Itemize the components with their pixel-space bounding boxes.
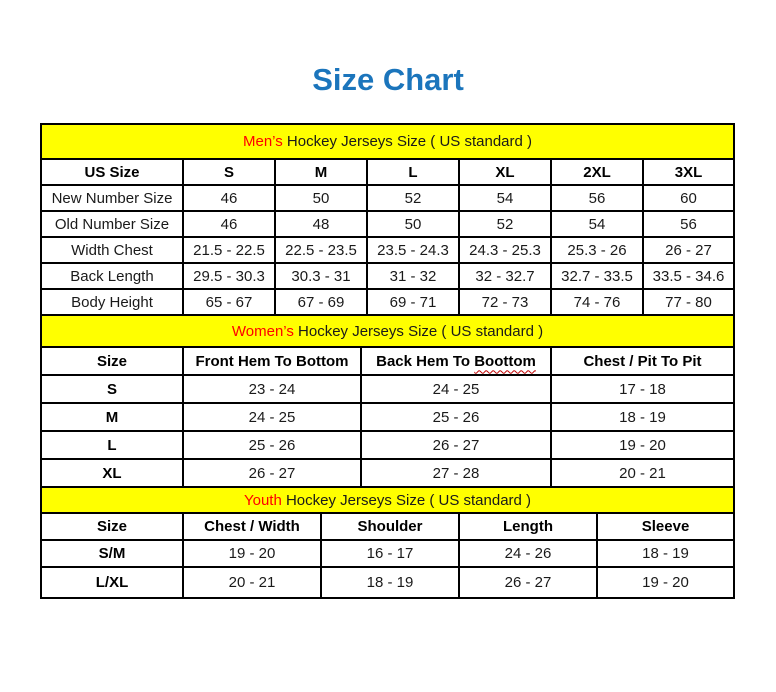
mens-banner-highlight: Men’s <box>243 133 283 150</box>
row-label: Body Height <box>41 289 183 315</box>
table-cell: 29.5 - 30.3 <box>183 263 275 289</box>
mens-col-s: S <box>183 159 275 185</box>
table-cell: 32.7 - 33.5 <box>551 263 643 289</box>
table-cell: 26 - 27 <box>643 237 734 263</box>
mens-row-width-chest <box>41 237 734 263</box>
table-cell: 54 <box>551 211 643 237</box>
table-cell: 56 <box>643 211 734 237</box>
womens-col-back-hem <box>361 347 551 375</box>
row-label: Old Number Size <box>41 211 183 237</box>
mens-section-banner <box>41 124 734 159</box>
mens-col-l: L <box>367 159 459 185</box>
table-cell: 19 - 20 <box>597 567 734 598</box>
table-cell: 26 - 27 <box>361 431 551 459</box>
table-cell: 20 - 21 <box>551 459 734 487</box>
back-hem-label: Back Hem To <box>376 352 471 370</box>
youth-banner-highlight: Youth <box>243 491 282 509</box>
mens-col-us-size: US Size <box>41 159 183 185</box>
table-cell: 26 - 27 <box>459 567 597 598</box>
table-cell: 33.5 - 34.6 <box>643 263 734 289</box>
table-cell: 54 <box>459 185 551 211</box>
table-cell: 74 - 76 <box>551 289 643 315</box>
table-cell: 21.5 - 22.5 <box>183 237 275 263</box>
table-cell: 25 - 26 <box>361 403 551 431</box>
table-cell: 16 - 17 <box>321 540 459 567</box>
womens-section-banner <box>41 315 734 347</box>
table-cell: 77 - 80 <box>643 289 734 315</box>
mens-col-xl: XL <box>459 159 551 185</box>
youth-header-row <box>41 513 734 540</box>
table-cell: 52 <box>367 185 459 211</box>
table-cell: 67 - 69 <box>275 289 367 315</box>
table-cell: 72 - 73 <box>459 289 551 315</box>
table-cell: 18 - 19 <box>551 403 734 431</box>
page-title: Size Chart <box>312 62 464 97</box>
table-cell: 26 - 27 <box>183 459 361 487</box>
table-cell: 25 - 26 <box>183 431 361 459</box>
table-cell: 52 <box>459 211 551 237</box>
womens-banner-row <box>41 315 734 347</box>
table-cell: 46 <box>183 185 275 211</box>
womens-size-table <box>40 314 735 488</box>
mens-col-m: M <box>275 159 367 185</box>
youth-banner-row <box>41 487 734 513</box>
table-cell: 17 - 18 <box>551 375 734 403</box>
womens-row-m <box>41 403 734 431</box>
table-cell: 23 - 24 <box>183 375 361 403</box>
youth-col-length: Length <box>459 513 597 540</box>
back-hem-misspelled-word: Boottom <box>474 352 536 370</box>
table-cell: 24 - 26 <box>459 540 597 567</box>
table-cell: 50 <box>367 211 459 237</box>
row-label: M <box>41 403 183 431</box>
table-cell: 69 - 71 <box>367 289 459 315</box>
mens-col-2xl: 2XL <box>551 159 643 185</box>
womens-row-xl <box>41 459 734 487</box>
row-label: S/M <box>41 540 183 567</box>
mens-col-3xl: 3XL <box>643 159 734 185</box>
table-cell: 50 <box>275 185 367 211</box>
table-cell: 32 - 32.7 <box>459 263 551 289</box>
youth-section-banner <box>41 487 734 513</box>
row-label: XL <box>41 459 183 487</box>
table-cell: 60 <box>643 185 734 211</box>
womens-col-front-hem: Front Hem To Bottom <box>183 347 361 375</box>
table-cell: 25.3 - 26 <box>551 237 643 263</box>
table-cell: 19 - 20 <box>551 431 734 459</box>
womens-banner-highlight: Women’s <box>231 322 294 340</box>
table-cell: 24 - 25 <box>183 403 361 431</box>
row-label: L <box>41 431 183 459</box>
womens-col-chest: Chest / Pit To Pit <box>551 347 734 375</box>
youth-col-size: Size <box>41 513 183 540</box>
table-cell: 23.5 - 24.3 <box>367 237 459 263</box>
table-cell: 56 <box>551 185 643 211</box>
table-cell: 19 - 20 <box>183 540 321 567</box>
table-cell: 18 - 19 <box>597 540 734 567</box>
mens-row-new-number-size <box>41 185 734 211</box>
mens-row-old-number-size <box>41 211 734 237</box>
youth-col-shoulder: Shoulder <box>321 513 459 540</box>
table-cell: 46 <box>183 211 275 237</box>
row-label: Width Chest <box>41 237 183 263</box>
youth-row-sm <box>41 540 734 567</box>
table-cell: 18 - 19 <box>321 567 459 598</box>
womens-col-size: Size <box>41 347 183 375</box>
row-label: L/XL <box>41 567 183 598</box>
womens-row-l <box>41 431 734 459</box>
table-cell: 65 - 67 <box>183 289 275 315</box>
youth-banner-text: Hockey Jerseys Size ( US standard ) <box>285 491 532 509</box>
mens-header-row <box>41 159 734 185</box>
table-cell: 48 <box>275 211 367 237</box>
mens-row-back-length <box>41 263 734 289</box>
mens-banner-text: Hockey Jerseys Size ( US standard ) <box>286 133 533 150</box>
table-cell: 24 - 25 <box>361 375 551 403</box>
youth-col-sleeve: Sleeve <box>597 513 734 540</box>
mens-banner-row <box>41 124 734 159</box>
mens-row-body-height <box>41 289 734 315</box>
youth-col-chest-width: Chest / Width <box>183 513 321 540</box>
table-cell: 20 - 21 <box>183 567 321 598</box>
row-label: Back Length <box>41 263 183 289</box>
row-label: S <box>41 375 183 403</box>
table-cell: 22.5 - 23.5 <box>275 237 367 263</box>
womens-row-s <box>41 375 734 403</box>
table-cell: 27 - 28 <box>361 459 551 487</box>
table-cell: 31 - 32 <box>367 263 459 289</box>
youth-row-lxl <box>41 567 734 598</box>
mens-size-table <box>40 123 735 316</box>
size-chart-sheet <box>40 123 733 599</box>
womens-banner-text: Hockey Jerseys Size ( US standard ) <box>298 322 544 340</box>
womens-header-row <box>41 347 734 375</box>
row-label: New Number Size <box>41 185 183 211</box>
youth-size-table <box>40 486 735 599</box>
table-cell: 24.3 - 25.3 <box>459 237 551 263</box>
table-cell: 30.3 - 31 <box>275 263 367 289</box>
